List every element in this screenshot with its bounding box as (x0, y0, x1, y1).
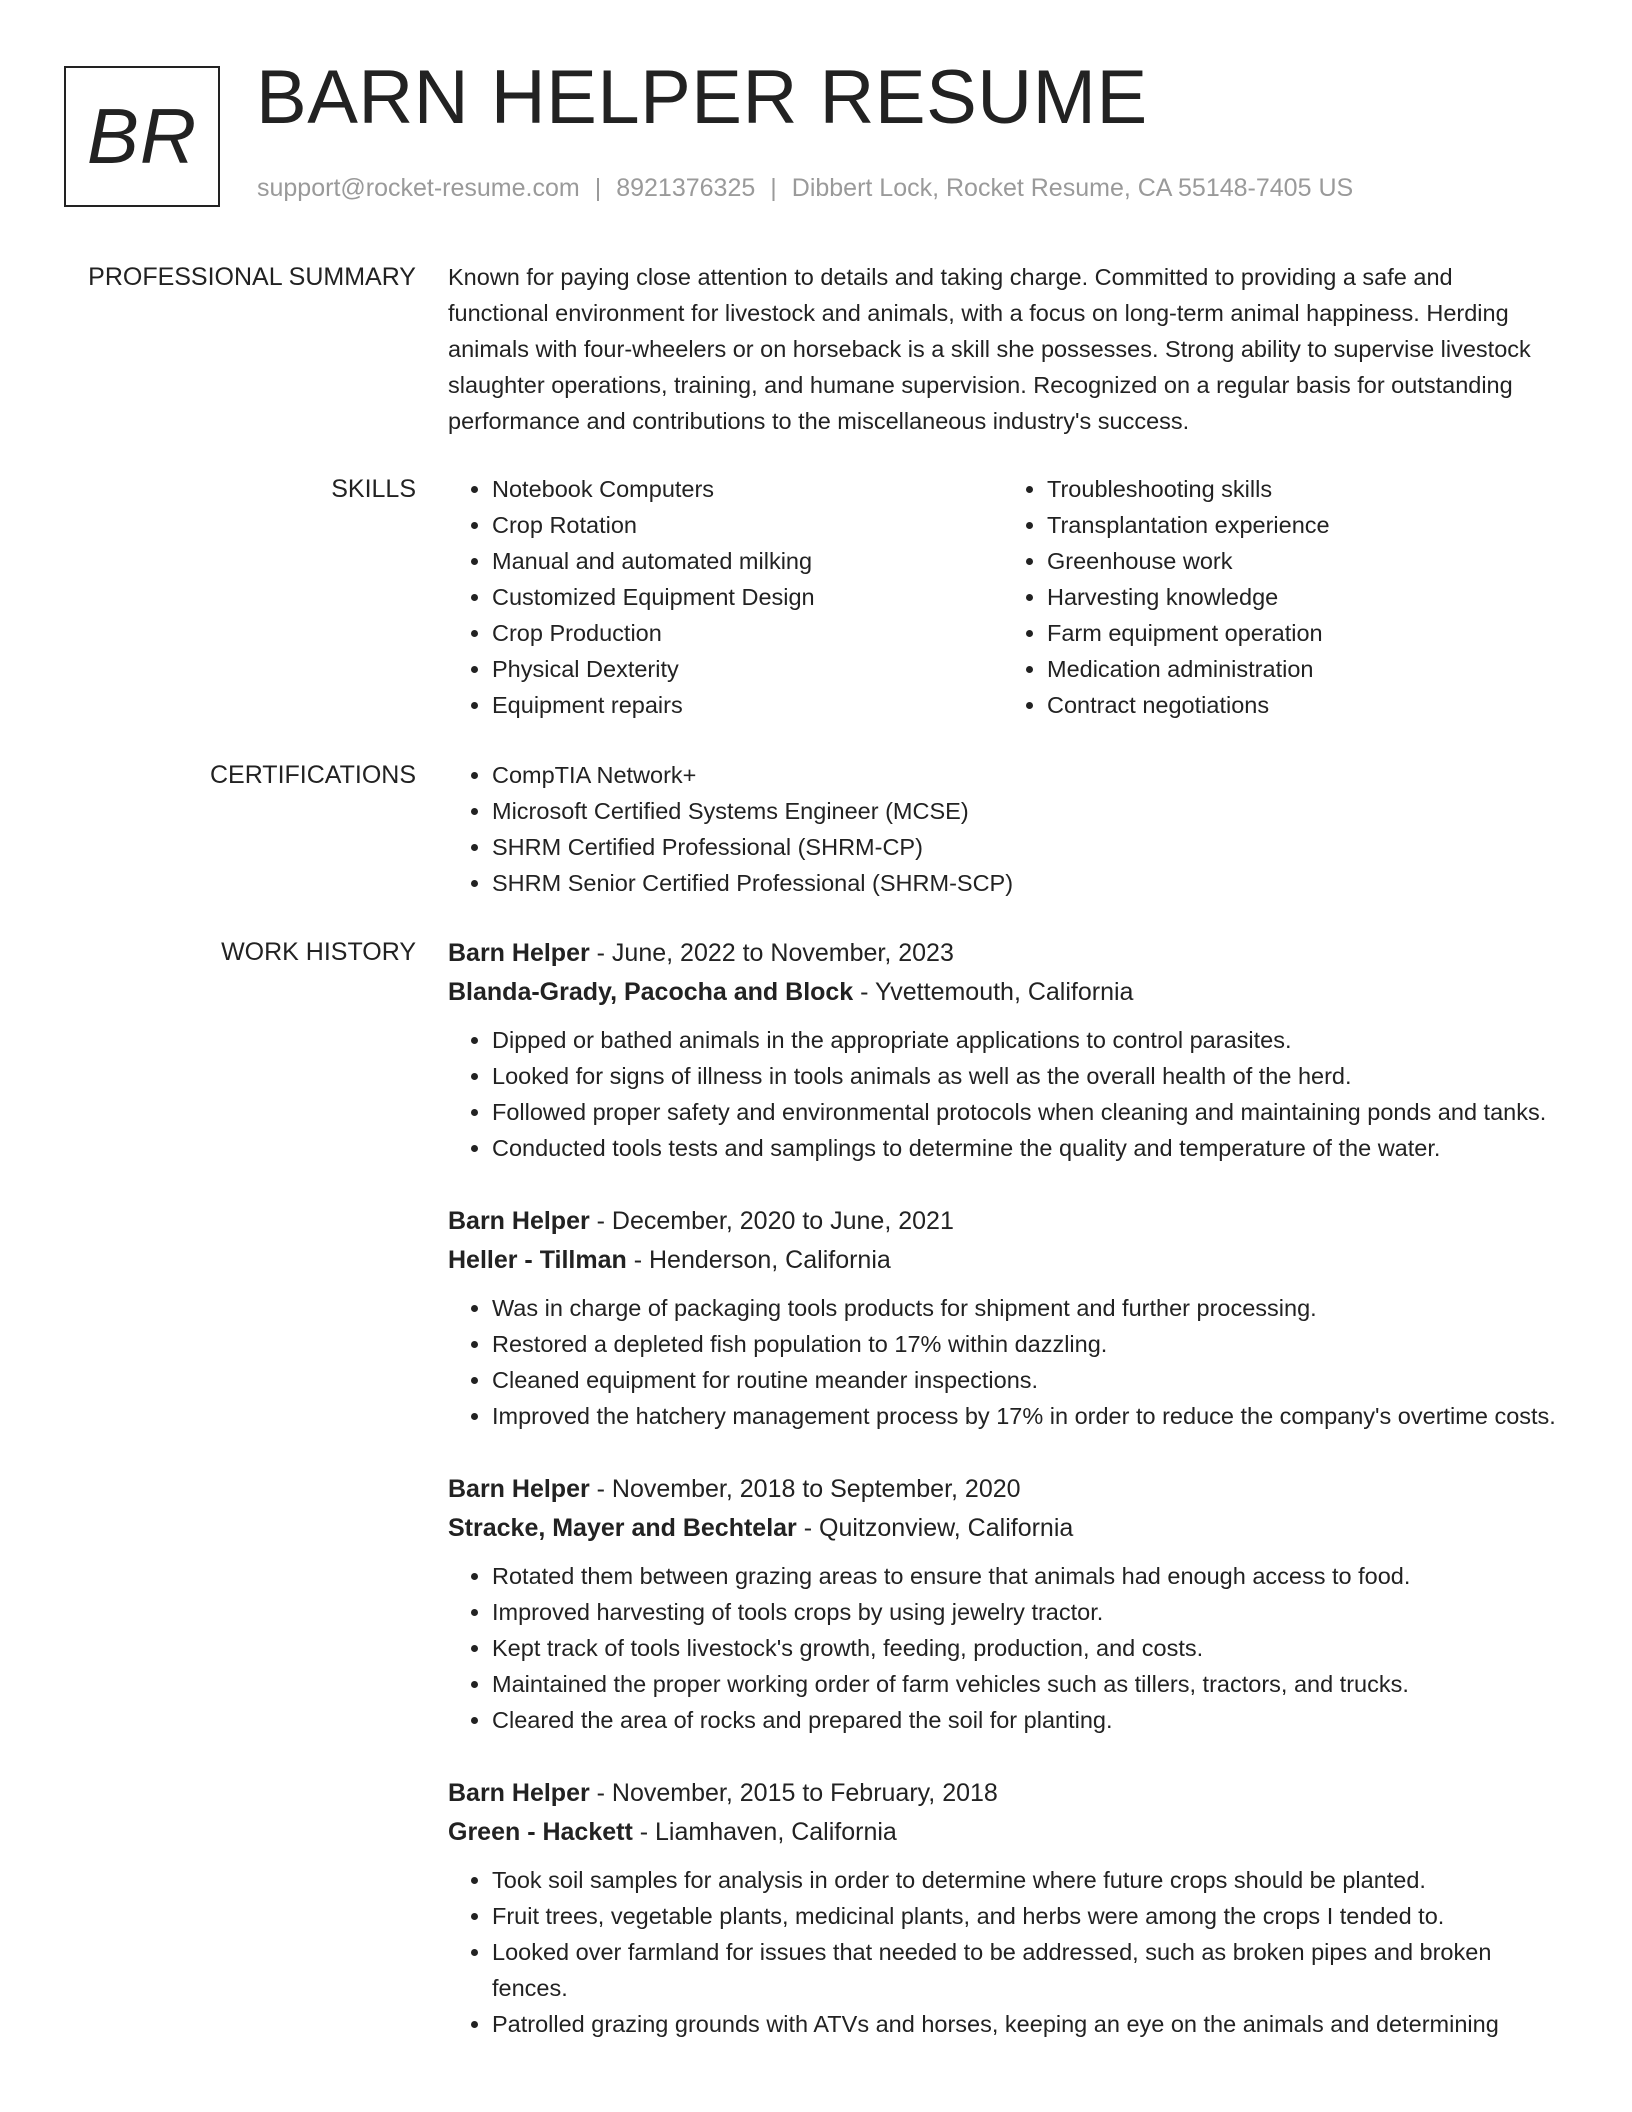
contact-separator: | (770, 174, 777, 202)
job-bullet: • Kept track of tools livestock's growth, feeding, production, and costs. (492, 1630, 1558, 1666)
job-company-line (448, 1508, 1558, 1548)
certifications-list (448, 757, 1558, 901)
skill-item: • Harvesting knowledge (1047, 579, 1558, 615)
skills-columns (448, 471, 1558, 723)
summary-body (448, 259, 1558, 439)
certification-item: • Microsoft Certified Systems Engineer (MCSE) (492, 793, 1558, 829)
contact-phone: 8921376325 (616, 174, 756, 202)
job-bullet: • Took soil samples for analysis in order to determine where future crops should be planted. (492, 1862, 1558, 1898)
job-dates: - June, 2022 to November, 2023 (589, 939, 954, 967)
job-location: - Yvettemouth, California (853, 978, 1134, 1006)
job-bullet: • Conducted tools tests and samplings to determine the quality and temperature of the water. (492, 1130, 1558, 1166)
job-title-line (448, 934, 1558, 972)
skill-item: • Customized Equipment Design (492, 579, 1003, 615)
job-role: Barn Helper (448, 939, 590, 967)
summary-text: Known for paying close attention to details and taking charge. Committed to providing a safe and functional environment for livestock and animals, with a focus on long-term animal happiness. Herding animals with four-wheelers or on horseback is a skill she possesses. Strong ability to supervise livestock slaughter operations, training, and humane supervision. Recognized on a regular basis for outstanding performance and contributions to the miscellaneous industry's success. (448, 264, 1531, 434)
skill-item: • Crop Rotation (492, 507, 1003, 543)
job-bullet: • Patrolled grazing grounds with ATVs and horses, keeping an eye on the animals and determining (492, 2006, 1558, 2042)
job-bullets (448, 1290, 1558, 1434)
job-location: - Henderson, California (626, 1246, 891, 1274)
job-dates: - November, 2018 to September, 2020 (589, 1475, 1021, 1503)
job-title-line (448, 1470, 1558, 1508)
job-bullet: • Dipped or bathed animals in the appropriate applications to control parasites. (492, 1022, 1558, 1058)
job-company: Heller - Tillman (448, 1246, 627, 1274)
job-location: - Quitzonview, California (796, 1514, 1074, 1542)
certification-item: • SHRM Certified Professional (SHRM-CP) (492, 829, 1558, 865)
job-company: Blanda-Grady, Pacocha and Block (448, 978, 854, 1006)
certifications-body (448, 757, 1558, 901)
job-bullet: • Improved the hatchery management process by 17% in order to reduce the company's overtime costs. (492, 1398, 1558, 1434)
job-bullets (448, 1558, 1558, 1738)
skill-item: • Troubleshooting skills (1047, 471, 1558, 507)
skill-item: • Notebook Computers (492, 471, 1003, 507)
monogram-box (64, 66, 220, 207)
skill-item: • Medication administration (1047, 651, 1558, 687)
job-bullet: • Looked for signs of illness in tools animals as well as the overall health of the herd. (492, 1058, 1558, 1094)
job-bullet: • Rotated them between grazing areas to ensure that animals had enough access to food. (492, 1558, 1558, 1594)
contact-separator: | (594, 174, 602, 202)
job-entry (448, 934, 1558, 1166)
job-role: Barn Helper (448, 1475, 590, 1503)
section-title-summary: PROFESSIONAL SUMMARY (88, 263, 416, 291)
work-history-body (448, 934, 1558, 2078)
job-bullet: • Cleaned equipment for routine meander inspections. (492, 1362, 1558, 1398)
skill-item: • Crop Production (492, 615, 1003, 651)
job-entry (448, 1774, 1558, 2042)
job-dates: - December, 2020 to June, 2021 (589, 1207, 954, 1235)
job-bullet: • Fruit trees, vegetable plants, medicinal plants, and herbs were among the crops I tended to. (492, 1898, 1558, 1934)
skill-item: • Equipment repairs (492, 687, 1003, 723)
contact-line (257, 174, 1353, 203)
section-title-skills: SKILLS (331, 475, 416, 503)
section-title-work-history: WORK HISTORY (221, 938, 416, 966)
skill-item: • Transplantation experience (1047, 507, 1558, 543)
job-company-line (448, 1240, 1558, 1280)
skill-item: • Greenhouse work (1047, 543, 1558, 579)
job-role: Barn Helper (448, 1779, 590, 1807)
job-bullet: • Restored a depleted fish population to 17% within dazzling. (492, 1326, 1558, 1362)
job-dates: - November, 2015 to February, 2018 (589, 1779, 998, 1807)
job-company: Green - Hackett (448, 1818, 633, 1846)
job-bullet: • Improved harvesting of tools crops by using jewelry tractor. (492, 1594, 1558, 1630)
contact-address: Dibbert Lock, Rocket Resume, CA 55148-7405 US (791, 174, 1354, 202)
section-title-certifications: CERTIFICATIONS (209, 761, 416, 789)
job-bullet: • Looked over farmland for issues that needed to be addressed, such as broken pipes and broken fences. (492, 1934, 1558, 2006)
skill-item: • Farm equipment operation (1047, 615, 1558, 651)
job-entry (448, 1202, 1558, 1434)
job-bullet: • Maintained the proper working order of farm vehicles such as tillers, tractors, and trucks. (492, 1666, 1558, 1702)
job-entry (448, 1470, 1558, 1738)
certification-item: • SHRM Senior Certified Professional (SHRM-SCP) (492, 865, 1558, 901)
skills-list-right (1003, 471, 1558, 723)
job-title-line (448, 1202, 1558, 1240)
skill-item: • Physical Dexterity (492, 651, 1003, 687)
job-title-line (448, 1774, 1558, 1812)
job-location: - Liamhaven, California (632, 1818, 897, 1846)
certification-item: • CompTIA Network+ (492, 757, 1558, 793)
job-bullet: • Cleared the area of rocks and prepared the soil for planting. (492, 1702, 1558, 1738)
skills-body (448, 471, 1558, 723)
resume-title: BARN HELPER RESUME (256, 55, 1148, 140)
job-company-line (448, 972, 1558, 1012)
contact-email: support@rocket-resume.com (257, 174, 580, 202)
job-bullet: • Was in charge of packaging tools products for shipment and further processing. (492, 1290, 1558, 1326)
monogram-initials: BR (86, 92, 198, 180)
job-bullets (448, 1862, 1558, 2042)
skills-list-left (448, 471, 1003, 723)
job-company: Stracke, Mayer and Bechtelar (448, 1514, 797, 1542)
job-company-line (448, 1812, 1558, 1852)
job-bullet: • Followed proper safety and environmental protocols when cleaning and maintaining ponds and tanks. (492, 1094, 1558, 1130)
skill-item: • Contract negotiations (1047, 687, 1558, 723)
job-role: Barn Helper (448, 1207, 590, 1235)
skill-item: • Manual and automated milking (492, 543, 1003, 579)
job-bullets (448, 1022, 1558, 1166)
